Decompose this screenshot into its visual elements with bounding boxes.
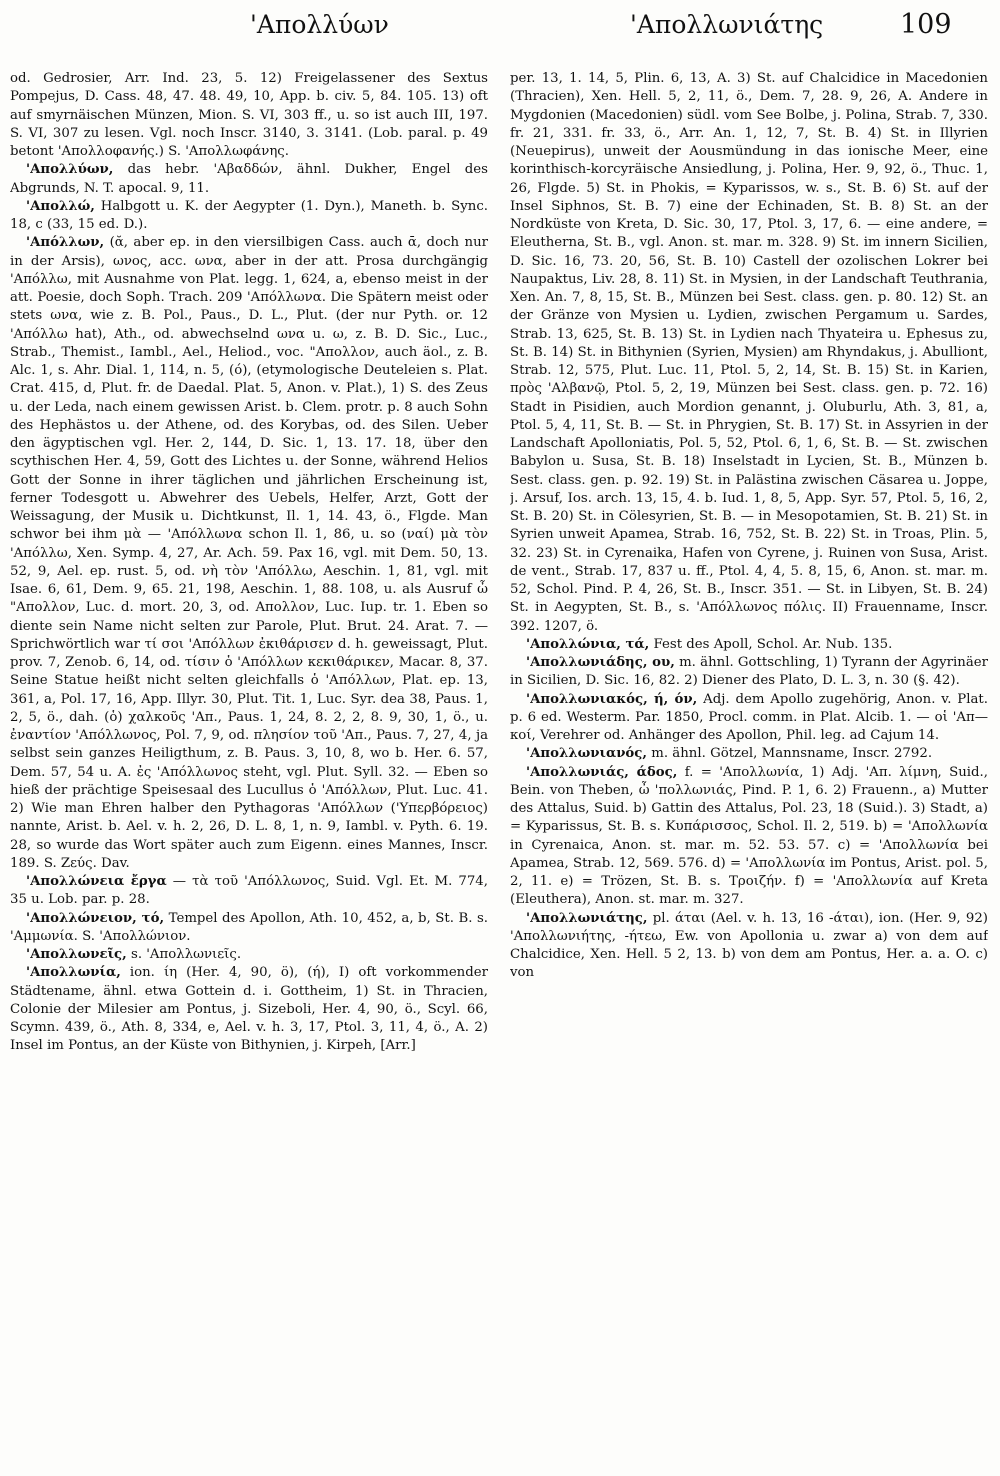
running-head-right: 'Απολλωνιάτης <box>630 10 824 39</box>
entry-text: das hebr. 'Αβαδδών, ähnl. Dukher, Engel des Abgrunds, N. T. apocal. 9, 11. <box>10 162 488 196</box>
entry-lemma: 'Απολλωνιάδης, ου, <box>526 655 675 670</box>
entry-text: m. ähnl. Gottschling, 1) Tyrann der Agyrinäer in Sicilien, D. Sic. 16, 82. 2) Diener des Plato, D. L. 3, n. 30 (§. 42). <box>510 655 988 689</box>
entry-text: Fest des Apoll, Schol. Ar. Nub. 135. <box>653 636 893 652</box>
entry-lemma: 'Απολλωνεῖς, <box>26 947 127 962</box>
entry-lemma: 'Απολλωνιανός, <box>526 746 648 762</box>
entry-text: od. Gedrosier, Arr. Ind. 23, 5. 12) Freigelassener des Sextus Pompejus, D. Cass. 48, 47. 48. 49, 10, App. b. civ. 5, 84. 105. 13) oft auf smyrnäischen Münzen, Mion. S. VI, 303 ff., u. so ist auch III, 197. S. VI, 307 zu lesen. Vgl. noch Inscr. 3140, 3. 3141. (Lob. paral. p. 49 betont 'Απολλοφανής.) S. 'Απολλωφάνης. <box>10 71 488 159</box>
entry-lemma: 'Απολλώ, <box>26 198 95 214</box>
dictionary-entry <box>510 654 988 691</box>
entry-lemma: 'Απολλώνια, τά, <box>526 636 650 652</box>
dictionary-entry <box>10 910 488 947</box>
dictionary-entry <box>510 910 988 983</box>
entry-text: s. 'Απολλωνιεῖς. <box>131 947 242 962</box>
entry-text: ion. ίη (Her. 4, 90, ö), (ή), I) oft vorkommender Städtename, ähnl. etwa Gottein d. i. Gottheim, 1) St. in Thracien, Colonie der Milesier am Pontus, j. Sizeboli, Her. 4, 90, ö., Scyl. 66, Scymn. 439, ö., Ath. 8, 334, e, Ael. v. h. 3, 17, Ptol. 3, 11, 4, ö., A. 2) Insel im Pontus, an der Küste von Bithynien, j. Kirpeh, [Arr.] <box>10 965 488 1054</box>
entry-text: (ᾰ, aber ep. in den viersilbigen Cass. auch ᾱ, doch nur in der Arsis), ωνος, acc. ωνα, aber in der att. Prosa durchgängig 'Απόλλω, mit Ausnahme von Plat. legg. 1, 624, a, ebenso meist in der att. Poesie, doch Soph. Trach. 209 'Απόλλωνα. Die Spätern meist oder stets ωνα, wie z. B. Pol., Paus., D. L., Plut. (der nur Pyth. or. 12 'Απόλλω hat), Ath., od. abwechselnd ωνα u. ω, z. B. D. Sic., Luc., Strab., Themist., Iambl., Ael., Heliod., voc. "Απολλον, auch äol., z. B. Alc. 1, s. Ahr. Dial. 1, 114, n. 5, (ό), (etymologische Deuteleien s. Plat. Crat. 415, d, Plut. fr. de Daedal. Plat. 5, Anon. v. Plat.), 1) S. des Zeus u. der Leda, nach einem gewissen Arist. b. Clem. protr. p. 8 auch Sohn des Hephästos u. der Athene, od. des Korybas, od. des Silen. Ueber den ägyptischen vgl. Her. 2, 144, D. Sic. 1, 13. 17. 18, über den scythischen Her. 4, 59, Gott des Lichtes u. der Sonne, während Helios Gott der Sonne in ihrer täglichen und jährlichen Erscheinung ist, ferner Todesgott u. Abwehrer des Uebels, Helfer, Arzt, Gott der Weissagung, der Musik u. Dichtkunst, Il. 1, 14. 43, ö., Flgde. Man schwor bei ihm μὰ — 'Απόλλωνα schon Il. 1, 86, u. so (ναί) μὰ τὸν 'Απόλλω, Xen. Symp. 4, 27, Ar. Ach. 59. Pax 16, vgl. mit Dem. 50, 13. 52, 9, Ael. ep. rust. 5, od. νὴ τὸν 'Απόλλω, Aeschin. 1, 81, vgl. mit Isae. 6, 61, Dem. 9, 65. 21, 198, Aeschin. 1, 88. 108, u. als Ausruf ὦ "Απολλον, Luc. d. mort. 20, 3, od. Απολλον, Luc. Iup. tr. 1. Eben so diente sein Name nicht selten zur Parole, Plut. Brut. 24. Arat. 7. — Sprichwörtlich war τί σοι 'Απόλλων ἐκιθάρισεν d. h. geweissagt, Plut. prov. 7, Zenob. 6, 14, od. τίσιν ὁ 'Απόλλων κεκιθάρικεν, Macar. 8, 37. Seine Statue heißt nicht selten gleichfalls ὁ 'Απόλλων, Plat. ep. 13, 361, a, Pol. 17, 16, App. Illyr. 30, Plut. Tit. 1, Luc. Syr. dea 38, Paus. 1, 2, 5, ö., dah. (ὁ) χαλκοῦς 'Απ., Paus. 1, 24, 8. 2, 2, 8. 9, 30, 1, ö., u. ἐναντίον 'Απόλλωνος, Pol. 7, 9, od. πλησίον τοῦ 'Απ., Paus. 7, 27, 4, ja selbst sein ganzes Heiligthum, z. B. Paus. 3, 10, 8, wo b. Her. 6. 57, Dem. 57, 54 u. A. ἐς 'Απόλλωνος steht, vgl. Plut. Syll. 32. — Eben so hieß der prächtige Speisesaal des Lucullus ὁ 'Απόλλων, Plut. Luc. 41. 2) Wie man Ehren halber den Pythagoras 'Απόλλων ('Υπερβόρειος) nannte, Arist. b. Ael. v. h. 2, 26, D. L. 8, 1, n. 9, Iambl. v. Pyth. 6. 19. 28, so wurde das Wort später auch zum Eigenn. eines Mannes, Inscr. 189. S. Ζεύς. Dav. <box>10 235 488 871</box>
page-number: 109 <box>900 9 952 40</box>
entry-lemma: 'Απολλωνιάς, άδος, <box>526 764 678 780</box>
right-column <box>510 70 988 1468</box>
entry-lemma: 'Απόλλων, <box>26 235 105 251</box>
entry-text: pl. άται (Ael. v. h. 13, 16 -άται), ion. (Her. 9, 92) 'Απολλωνιήτης, -ήτεω, Ew. von Apollonia u. zwar a) von dem auf Chalcidice, Xen. Hell. 5 2, 13. b) von dem am Pontus, Her. a. a. O. c) von <box>510 910 988 981</box>
dictionary-entry <box>510 764 988 910</box>
entry-text: Adj. dem Apollo zugehörig, Anon. v. Plat. p. 6 ed. Westerm. Par. 1850, Procl. comm. in Plat. Alcib. 1. — οἱ 'Απ—κοί, Verehrer od. Anhänger des Apollon, Phil. leg. ad Cajum 14. <box>510 691 988 743</box>
dictionary-entry <box>10 873 488 910</box>
entry-lemma: 'Απολλωνιάτης, <box>526 910 648 926</box>
entry-lemma: 'Απολλώνειον, τό, <box>26 910 165 926</box>
entry-text: Tempel des Apollon, Ath. 10, 452, a, b, St. B. s. 'Αμμωνία. S. 'Απολλώνιον. <box>10 910 488 944</box>
entry-text: m. ähnl. Götzel, Mannsname, Inscr. 2792. <box>651 746 933 762</box>
dictionary-entry <box>510 636 988 654</box>
entry-lemma: 'Απολλωνιακός, ή, όν, <box>526 691 698 707</box>
entry-lemma: 'Απολλώνεια ἔργα <box>26 874 167 889</box>
entry-continuation <box>510 70 988 636</box>
dictionary-entry <box>10 964 488 1055</box>
entry-lemma: 'Απολλύων, <box>26 162 114 178</box>
entry-text: f. = 'Απολλωνία, 1) Adj. 'Απ. λίμνη, Suid., Bein. von Theben, ὦ 'πολλωνιάς, Pind. P. 1, 6. 2) Frauenn., a) Mutter des Attalus, Suid. b) Gattin des Attalus, Pol. 23, 18 (Suid.). 3) Stadt, a) = Kyparissus, St. B. s. Κυπάρισσος, Schol. Il. 2, 519. b) = 'Απολλωνία in Cyrenaica, Anon. st. mar. m. 52. 53. 57. c) = 'Απολλωνία bei Apamea, Strab. 12, 569. 576. d) = 'Απολλωνία im Pontus, Arist. pol. 5, 2, 11. e) = Trözen, St. B. s. Τροιζήν. f) = 'Απολλωνία auf Kreta (Eleuthera), Anon. st. mar. m. 327. <box>510 764 988 908</box>
entry-lemma: 'Απολλωνία, <box>26 965 121 981</box>
dictionary-entry <box>10 161 488 198</box>
running-head-left: 'Απολλύων <box>250 10 389 39</box>
dictionary-entry <box>10 946 488 964</box>
entry-continuation <box>10 70 488 161</box>
dictionary-entry <box>510 691 988 746</box>
left-column <box>10 70 488 1468</box>
dictionary-entry <box>510 745 988 763</box>
entry-text: per. 13, 1. 14, 5, Plin. 6, 13, A. 3) St. auf Chalcidice in Macedonien (Thracien), Xen. Hell. 5, 2, 11, ö., Dem. 7, 28. 9, 26, A. Andere in Mygdonien (Macedonien) südl. vom See Bolbe, j. Polina, Strab. 7, 330. fr. 21, 331. fr. 33, ö., Arr. An. 1, 12, 7, St. B. 4) St. in Illyrien (Neuepirus), unweit der Aousmündung in das ionische Meer, eine korinthisch-korcyräische Ansiedlung, j. Polina, Her. 9, 92, ö., Thuc. 1, 26, Flgde. 5) St. in Phokis, = Kyparissos, w. s., St. B. 6) St. auf der Insel Siphnos, St. B. 7) eine der Echinaden, St. B. 8) St. an der Nordküste von Kreta, D. Sic. 30, 17, Ptol. 3, 17, 6. — eine andere, = Eleutherna, St. B., vgl. Anon. st. mar. m. 328. 9) St. im innern Sicilien, D. Sic. 16, 73. 20, 56, St. B. 10) Castell der ozolischen Lokrer bei Naupaktus, Liv. 28, 8. 11) St. in Mysien, in der Landschaft Teuthrania, Xen. An. 7, 8, 15, St. B., Münzen bei Sest. class. gen. p. 80. 12) St. an der Gränze von Mysien u. Lydien, zwischen Pergamum u. Sardes, Strab. 13, 625, St. B. 13) St. in Lydien nach Thyateira u. Ephesus zu, St. B. 14) St. in Bithynien (Syrien, Mysien) am Rhyndakus, j. Abulliont, Strab. 12, 575, Plut. Luc. 11, Ptol. 5, 2, 14, St. B. 15) St. in Karien, πρὸς 'Αλβανῷ, Ptol. 5, 2, 19, Münzen bei Sest. class. gen. p. 72. 16) Stadt in Pisidien, auch Mordion genannt, j. Oluburlu, Ath. 3, 81, a, Ptol. 5, 4, 11, St. B. — St. in Phrygien, St. B. 17) St. in Assyrien in der Landschaft Apolloniatis, Pol. 5, 52, Ptol. 6, 1, 6, St. B. — St. zwischen Babylon u. Susa, St. B. 18) Inselstadt in Lycien, St. B., Münzen b. Sest. class. gen. p. 92. 19) St. in Palästina zwischen Cäsarea u. Joppe, j. Arsuf, Ios. arch. 13, 15, 4. b. Iud. 1, 8, 5, App. Syr. 57, Ptol. 5, 16, 2, St. B. 20) St. in Cölesyrien, St. B. — in Mesopotamien, St. B. 21) St. in Syrien unweit Apamea, Strab. 16, 752, St. B. 22) St. in Troas, Plin. 5, 32. 23) St. in Cyrenaika, Hafen von Cyrene, j. Ruinen von Susa, Arist. de vent., Strab. 17, 837 u. ff., Ptol. 4, 4, 5. 8, 15, 6, Anon. st. mar. m. 52, Schol. Pind. P. 4, 26, St. B., Inscr. 351. — St. in Libyen, St. B. 24) St. in Aegypten, St. B., s. 'Απόλλωνος πόλις. II) Frauenname, Inscr. 392. 1207, ö. <box>510 71 988 634</box>
entry-text: Halbgott u. K. der Aegypter (1. Dyn.), Maneth. b. Sync. 18, c (33, 15 ed. D.). <box>10 198 488 232</box>
dictionary-entry <box>10 234 488 873</box>
dictionary-entry <box>10 198 488 235</box>
entry-text: — τὰ τοῦ 'Απόλλωνος, Suid. Vgl. Et. M. 774, 35 u. Lob. par. p. 28. <box>10 874 488 908</box>
